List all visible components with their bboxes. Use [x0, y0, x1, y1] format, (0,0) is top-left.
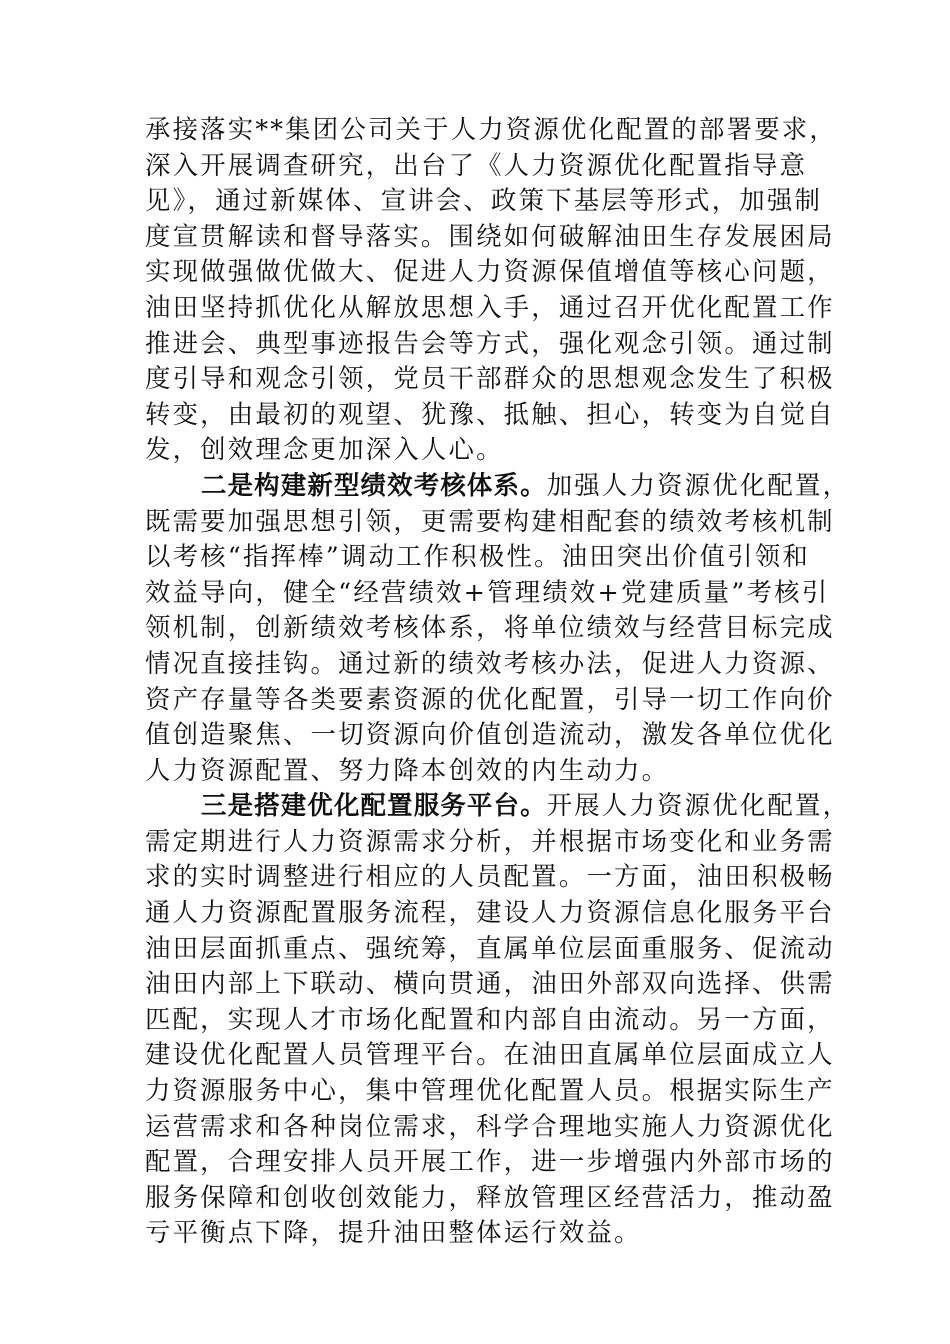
text-line: 油田层面抓重点、强统筹，直属单位层面重服务、促流动: [145, 932, 835, 963]
section-heading: 二是构建新型绩效考核体系。: [201, 469, 547, 500]
paragraph-first-line: [145, 468, 851, 504]
section-heading: 三是搭建优化配置服务平台。: [201, 790, 547, 821]
text-run: 加强人力资源优化配置，: [546, 469, 851, 500]
text-line: 转变，由最初的观望、犹豫、抵触、担心，转变为自觉自: [145, 398, 835, 429]
text-run: 开展人力资源优化配置，: [546, 790, 851, 821]
text-line: 情况直接挂钩。通过新的绩效考核办法，促进人力资源、: [145, 647, 835, 678]
text-line: 亏平衡点下降，提升油田整体运行效益。: [145, 1217, 642, 1248]
paragraph-first-line: [145, 788, 851, 824]
text-line: 服务保障和创收创效能力，释放管理区经营活力，推动盈: [145, 1181, 835, 1212]
text-line: 配置，合理安排人员开展工作，进一步增强内外部市场的: [145, 1146, 835, 1177]
text-line: 运营需求和各种岗位需求，科学合理地实施人力资源优化: [145, 1110, 835, 1141]
text-line: 度宣贯解读和督导落实。围绕如何破解油田生存发展困局: [145, 220, 835, 251]
text-line: 建设优化配置人员管理平台。在油田直属单位层面成立人: [145, 1039, 835, 1070]
text-line: 油田坚持抓优化从解放思想入手，通过召开优化配置工作: [145, 291, 835, 322]
paragraph-1: [145, 112, 837, 468]
text-line: 需定期进行人力资源需求分析，并根据市场变化和业务需: [145, 825, 835, 856]
text-line: 领机制，创新绩效考核体系，将单位绩效与经营目标完成: [145, 612, 835, 643]
text-line: 发，创效理念更加深入人心。: [145, 434, 504, 465]
text-line: 求的实时调整进行相应的人员配置。一方面，油田积极畅: [145, 861, 835, 892]
text-line: 承接落实**集团公司关于人力资源优化配置的部署要求，: [145, 114, 837, 144]
text-line: 推进会、典型事迹报告会等方式，强化观念引领。通过制: [145, 327, 835, 358]
text-line: 值创造聚焦、一切资源向价值创造流动，激发各单位优化: [145, 719, 835, 750]
text-line: 既需要加强思想引领，更需要构建相配套的绩效考核机制: [145, 505, 835, 536]
text-line: 实现做强做优做大、促进人力资源保值增值等核心问题，: [145, 256, 835, 287]
text-line: 匹配，实现人才市场化配置和内部自由流动。另一方面，: [145, 1003, 835, 1034]
text-line: 深入开展调查研究，出台了《人力资源优化配置指导意: [145, 149, 808, 180]
text-line: 效益导向，健全“经营绩效+管理绩效+党建质量”考核引: [145, 576, 830, 607]
text-line: 资产存量等各类要素资源的优化配置，引导一切工作向价: [145, 683, 835, 714]
text-line: 以考核“指挥棒”调动工作积极性。油田突出价值引领和: [145, 541, 810, 572]
paragraph-3: [145, 788, 851, 1251]
paragraph-2: [145, 468, 851, 788]
text-line: 度引导和观念引领，党员干部群众的思想观念发生了积极: [145, 363, 835, 394]
document-body: [145, 112, 851, 1251]
text-line: 见》，通过新媒体、宣讲会、政策下基层等形式，加强制: [145, 185, 823, 216]
text-line: 油田内部上下联动、横向贯通，油田外部双向选择、供需: [145, 968, 835, 999]
text-line: 通人力资源配置服务流程，建设人力资源信息化服务平台: [145, 897, 835, 928]
text-line: 力资源服务中心，集中管理优化配置人员。根据实际生产: [145, 1075, 835, 1106]
text-line: 人力资源配置、努力降本创效的内生动力。: [145, 754, 670, 785]
